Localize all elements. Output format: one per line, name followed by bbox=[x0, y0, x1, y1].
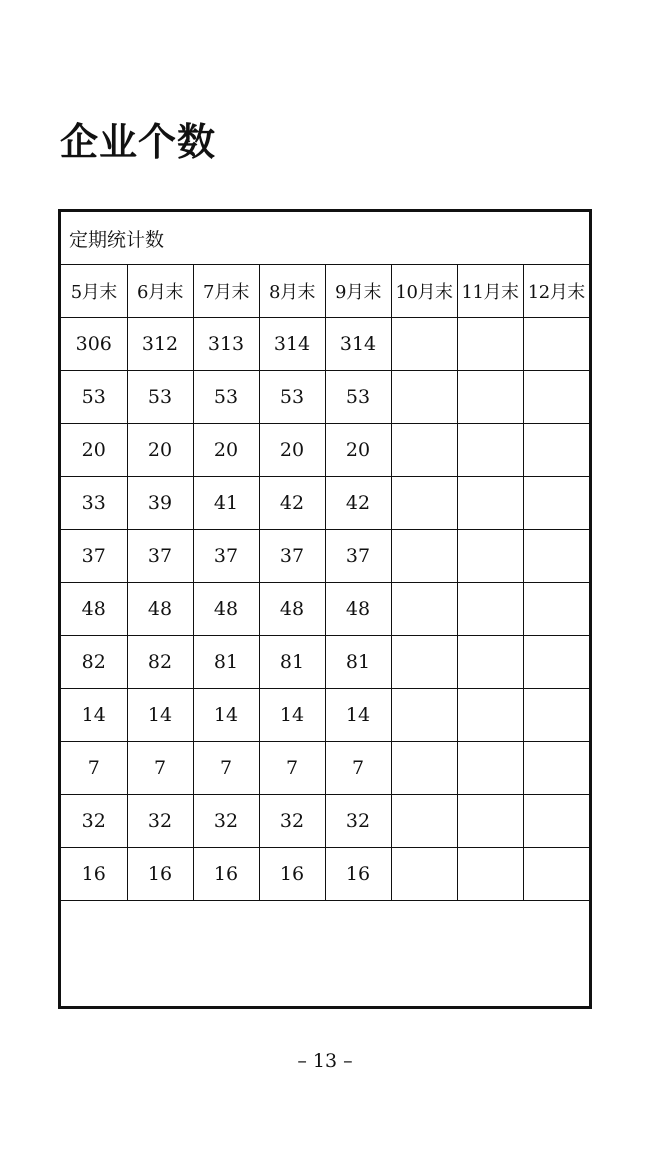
table-cell bbox=[523, 689, 589, 742]
table-cell: 48 bbox=[61, 583, 127, 636]
table-cell bbox=[457, 795, 523, 848]
caption-row bbox=[61, 212, 589, 265]
table-cell bbox=[523, 371, 589, 424]
table-cell bbox=[523, 424, 589, 477]
table-row bbox=[61, 371, 589, 424]
table-cell: 53 bbox=[193, 371, 259, 424]
table-cell: 314 bbox=[325, 318, 391, 371]
table-cell bbox=[523, 318, 589, 371]
table-row bbox=[61, 318, 589, 371]
month-header: 12月末 bbox=[523, 265, 589, 318]
table-cell: 7 bbox=[61, 742, 127, 795]
page-title: 企业个数 bbox=[60, 119, 217, 164]
table-cell bbox=[523, 583, 589, 636]
table-cell: 48 bbox=[127, 583, 193, 636]
table-cell: 16 bbox=[193, 848, 259, 901]
table-cell bbox=[457, 583, 523, 636]
table-cell: 7 bbox=[127, 742, 193, 795]
table-cell: 7 bbox=[325, 742, 391, 795]
table-cell bbox=[391, 583, 457, 636]
table-cell: 32 bbox=[61, 795, 127, 848]
table-cell: 32 bbox=[325, 795, 391, 848]
table-cell: 81 bbox=[193, 636, 259, 689]
table-cell: 14 bbox=[325, 689, 391, 742]
table-cell: 14 bbox=[193, 689, 259, 742]
table-row bbox=[61, 583, 589, 636]
table-cell: 53 bbox=[61, 371, 127, 424]
table-row bbox=[61, 636, 589, 689]
table-cell: 37 bbox=[259, 530, 325, 583]
table-cell: 7 bbox=[259, 742, 325, 795]
table-cell bbox=[391, 371, 457, 424]
table-row bbox=[61, 689, 589, 742]
table-cell: 39 bbox=[127, 477, 193, 530]
table-cell bbox=[391, 318, 457, 371]
table-cell bbox=[457, 636, 523, 689]
table-cell bbox=[523, 848, 589, 901]
table-cell: 16 bbox=[61, 848, 127, 901]
table-cell: 81 bbox=[325, 636, 391, 689]
month-header: 6月末 bbox=[127, 265, 193, 318]
table-cell bbox=[391, 742, 457, 795]
month-header: 7月末 bbox=[193, 265, 259, 318]
table-cell bbox=[391, 689, 457, 742]
table-cell: 32 bbox=[259, 795, 325, 848]
table-cell: 14 bbox=[259, 689, 325, 742]
table-cell: 82 bbox=[127, 636, 193, 689]
table-cell bbox=[457, 530, 523, 583]
table-cell: 41 bbox=[193, 477, 259, 530]
table-cell: 14 bbox=[127, 689, 193, 742]
table-cell bbox=[523, 636, 589, 689]
table-cell: 32 bbox=[193, 795, 259, 848]
table-cell: 53 bbox=[127, 371, 193, 424]
table-cell bbox=[457, 371, 523, 424]
month-header: 9月末 bbox=[325, 265, 391, 318]
table-cell: 14 bbox=[61, 689, 127, 742]
month-header: 11月末 bbox=[457, 265, 523, 318]
table-cell bbox=[523, 742, 589, 795]
table-cell bbox=[523, 477, 589, 530]
table-cell: 20 bbox=[193, 424, 259, 477]
month-header-row bbox=[61, 265, 589, 318]
table-cell: 37 bbox=[325, 530, 391, 583]
table-cell: 48 bbox=[325, 583, 391, 636]
table-cell: 313 bbox=[193, 318, 259, 371]
table-row bbox=[61, 477, 589, 530]
table-cell: 32 bbox=[127, 795, 193, 848]
table-cell: 314 bbox=[259, 318, 325, 371]
statistics-table-frame bbox=[58, 209, 592, 1009]
table-cell: 37 bbox=[61, 530, 127, 583]
table-cell bbox=[391, 424, 457, 477]
table-cell: 33 bbox=[61, 477, 127, 530]
table-cell bbox=[457, 424, 523, 477]
table-cell bbox=[391, 636, 457, 689]
page-number: – 13 – bbox=[297, 1050, 353, 1072]
table-row bbox=[61, 848, 589, 901]
table-cell bbox=[523, 530, 589, 583]
table-cell bbox=[391, 848, 457, 901]
table-cell bbox=[457, 848, 523, 901]
table-cell: 53 bbox=[325, 371, 391, 424]
table-row bbox=[61, 424, 589, 477]
table-row bbox=[61, 742, 589, 795]
table-cell: 42 bbox=[325, 477, 391, 530]
table-cell: 37 bbox=[127, 530, 193, 583]
table-cell bbox=[523, 795, 589, 848]
table-cell: 306 bbox=[61, 318, 127, 371]
table-cell: 20 bbox=[259, 424, 325, 477]
table-cell: 7 bbox=[193, 742, 259, 795]
table-cell bbox=[457, 477, 523, 530]
table-cell bbox=[391, 530, 457, 583]
table-caption: 定期统计数 bbox=[61, 212, 589, 265]
table-cell bbox=[457, 742, 523, 795]
blank-footer-cell bbox=[61, 901, 589, 1006]
table-cell bbox=[391, 477, 457, 530]
month-header: 5月末 bbox=[61, 265, 127, 318]
table-row bbox=[61, 530, 589, 583]
table-cell: 16 bbox=[127, 848, 193, 901]
table-cell: 48 bbox=[259, 583, 325, 636]
table-cell: 82 bbox=[61, 636, 127, 689]
table-cell: 16 bbox=[325, 848, 391, 901]
table-cell: 20 bbox=[127, 424, 193, 477]
table-cell: 20 bbox=[61, 424, 127, 477]
table-cell: 42 bbox=[259, 477, 325, 530]
table-cell bbox=[457, 689, 523, 742]
table-cell: 37 bbox=[193, 530, 259, 583]
table-cell: 20 bbox=[325, 424, 391, 477]
table-cell: 81 bbox=[259, 636, 325, 689]
month-header: 10月末 bbox=[391, 265, 457, 318]
month-header: 8月末 bbox=[259, 265, 325, 318]
table-cell bbox=[391, 795, 457, 848]
table-row bbox=[61, 795, 589, 848]
table-cell: 312 bbox=[127, 318, 193, 371]
table-cell: 53 bbox=[259, 371, 325, 424]
table-cell bbox=[457, 318, 523, 371]
table-cell: 16 bbox=[259, 848, 325, 901]
statistics-table bbox=[61, 212, 589, 1005]
blank-footer-row bbox=[61, 901, 589, 1006]
table-cell: 48 bbox=[193, 583, 259, 636]
